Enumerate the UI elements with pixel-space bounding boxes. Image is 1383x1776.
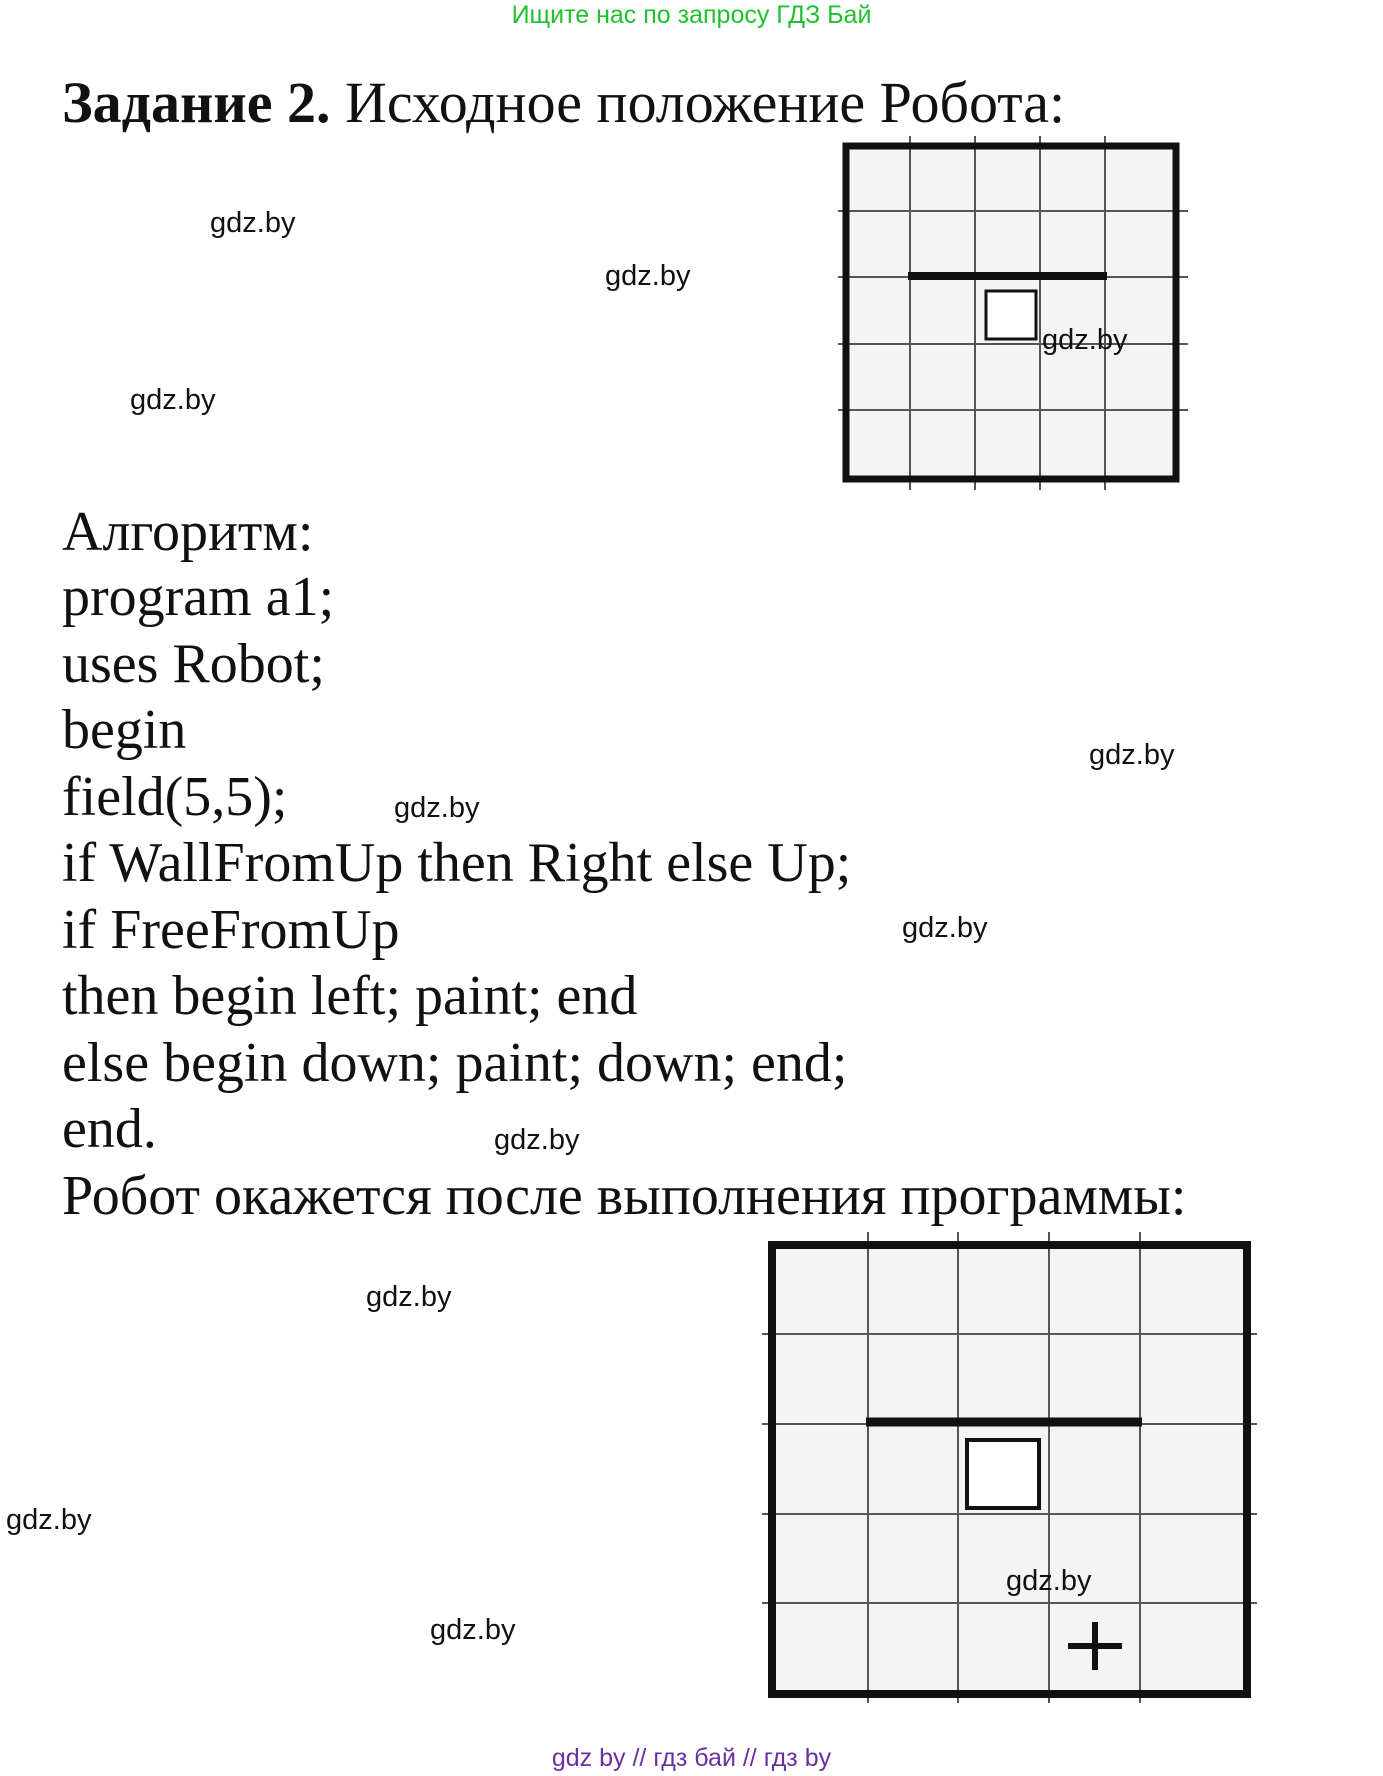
code-line: if FreeFromUp [62,899,400,961]
robot-icon [967,1440,1039,1508]
watermark: gdz.by [902,912,988,944]
result-text: Робот окажется после выполнения программы: [62,1165,1187,1227]
code-line: program a1; [62,566,335,628]
final-field [760,1230,1260,1705]
initial-field-grid [836,134,1196,494]
bottom-banner[interactable]: gdz by // гдз бай // гдз by [551,1744,832,1772]
watermark: gdz.by [210,207,296,239]
code-line: if WallFromUp then Right else Up; [62,832,852,894]
code-line: field(5,5); [62,766,288,828]
final-field-grid [760,1230,1260,1705]
top-banner[interactable]: Ищите нас по запросу ГДЗ Бай [511,1,872,29]
initial-field [836,134,1196,494]
algorithm-title: Алгоритм: [62,501,314,563]
code-line: end. [62,1098,157,1160]
code-line: else begin down; paint; down; end; [62,1032,848,1094]
watermark: gdz.by [430,1614,516,1646]
robot-icon [986,291,1036,339]
watermark: gdz.by [394,792,480,824]
watermark: gdz.by [605,260,691,292]
watermark: gdz.by [494,1124,580,1156]
watermark: gdz.by [1042,324,1128,356]
task-heading [62,68,1065,138]
watermark: gdz.by [1006,1565,1092,1597]
watermark: gdz.by [1089,739,1175,771]
task-label: Задание 2. [62,70,331,135]
code-line: begin [62,699,187,761]
code-line: then begin left; paint; end [62,965,638,1027]
watermark: gdz.by [6,1504,92,1536]
code-line: uses Robot; [62,633,325,695]
watermark: gdz.by [130,384,216,416]
task-text: Исходное положение Робота: [345,70,1066,135]
watermark: gdz.by [366,1281,452,1313]
